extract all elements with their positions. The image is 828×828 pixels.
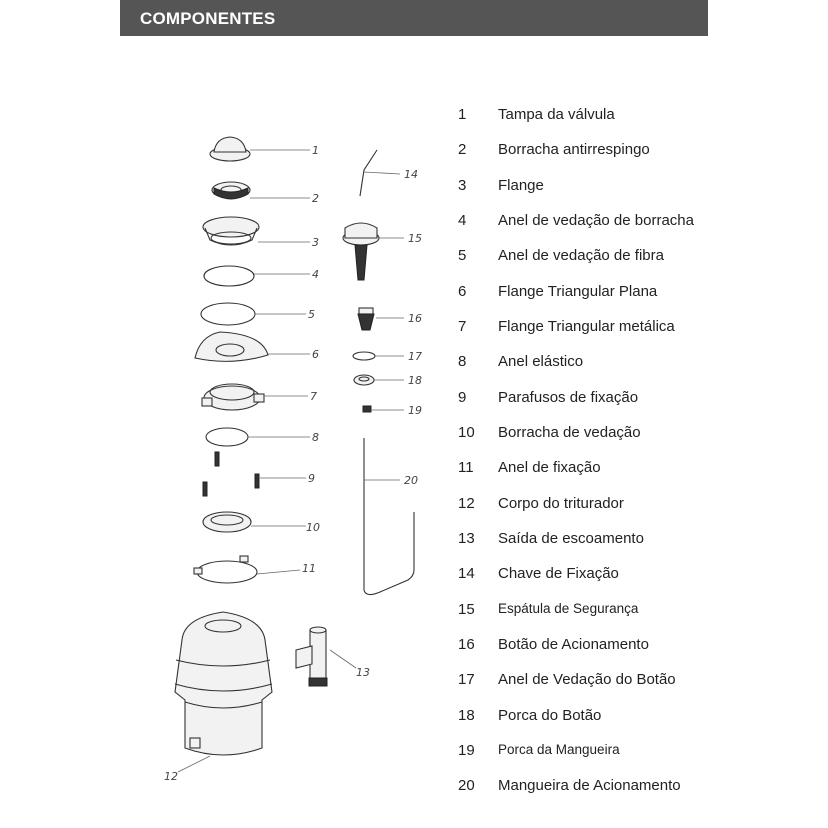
legend-label: Anel de Vedação do Botão <box>498 671 676 688</box>
callout-1: 1 <box>312 144 319 157</box>
legend-number: 9 <box>458 389 467 406</box>
callout-20: 20 <box>404 474 418 487</box>
part-20-hose <box>364 438 414 595</box>
callout-10: 10 <box>306 521 320 534</box>
callout-13: 13 <box>356 666 370 679</box>
legend-number: 7 <box>458 318 467 335</box>
part-7-metal-flange <box>202 384 308 410</box>
legend-number: 10 <box>458 424 475 441</box>
legend-label: Tampa da válvula <box>498 106 615 123</box>
callout-2: 2 <box>312 192 319 205</box>
part-1-valve-cap <box>210 137 310 161</box>
legend-label: Corpo do triturador <box>498 495 624 512</box>
callout-15: 15 <box>408 232 422 245</box>
part-11-fixing-ring <box>194 556 300 583</box>
legend-number: 5 <box>458 247 467 264</box>
part-3-flange <box>203 217 310 245</box>
callout-18: 18 <box>408 374 422 387</box>
legend-label: Anel de vedação de fibra <box>498 247 664 264</box>
part-18-button-nut <box>354 375 404 385</box>
part-19-hose-nut <box>363 406 404 412</box>
legend-number: 13 <box>458 530 475 547</box>
callout-19: 19 <box>408 404 422 417</box>
callout-3: 3 <box>312 236 319 249</box>
legend-number: 6 <box>458 283 467 300</box>
callout-14: 14 <box>404 168 418 181</box>
part-4-rubber-ring <box>204 266 310 286</box>
legend-number: 12 <box>458 495 475 512</box>
legend-label: Borracha antirrespingo <box>498 141 650 158</box>
part-15-safety-spatula <box>343 223 404 280</box>
legend-label: Porca da Mangueira <box>498 742 620 757</box>
legend-label: Anel de vedação de borracha <box>498 212 694 229</box>
legend-label: Anel de fixação <box>498 459 601 476</box>
callout-16: 16 <box>408 312 422 325</box>
legend-number: 17 <box>458 671 475 688</box>
callout-11: 11 <box>302 562 316 575</box>
part-14-wrench <box>360 150 400 196</box>
callout-9: 9 <box>308 472 315 485</box>
callout-7: 7 <box>310 390 317 403</box>
legend-number: 3 <box>458 177 467 194</box>
legend-number: 15 <box>458 601 475 618</box>
legend-label: Flange Triangular metálica <box>498 318 675 335</box>
part-2-splash-guard <box>212 182 310 199</box>
legend-label: Parafusos de fixação <box>498 389 639 406</box>
part-13-drain-outlet <box>296 627 356 686</box>
callout-4: 4 <box>312 268 319 281</box>
legend-number: 19 <box>458 742 475 759</box>
legend-number: 2 <box>458 141 467 158</box>
part-16-button <box>358 308 404 330</box>
section-title: COMPONENTES <box>140 9 276 28</box>
legend-label: Borracha de vedação <box>498 424 641 441</box>
legend-number: 11 <box>458 459 474 476</box>
part-17-button-seal <box>353 352 404 360</box>
legend-label: Espátula de Segurança <box>498 601 639 616</box>
legend-label: Mangueira de Acionamento <box>498 777 681 794</box>
part-10-sealing-rubber <box>203 512 306 532</box>
legend-number: 18 <box>458 707 475 724</box>
legend-label: Chave de Fixação <box>498 565 619 582</box>
part-5-fiber-ring <box>201 303 306 325</box>
part-9-screws <box>203 452 306 496</box>
legend-number: 16 <box>458 636 475 653</box>
part-6-flat-flange <box>195 332 310 361</box>
legend-label: Porca do Botão <box>498 707 602 724</box>
callout-17: 17 <box>408 350 422 363</box>
part-12-grinder-body <box>175 612 272 772</box>
legend-number: 14 <box>458 565 475 582</box>
legend-number: 8 <box>458 353 467 370</box>
callout-6: 6 <box>312 348 319 361</box>
legend-label: Saída de escoamento <box>498 530 644 547</box>
legend-label: Flange Triangular Plana <box>498 283 658 300</box>
legend-number: 20 <box>458 777 475 794</box>
legend-label: Flange <box>498 177 544 194</box>
part-8-snap-ring <box>206 428 310 446</box>
callout-8: 8 <box>312 431 319 444</box>
legend-number: 4 <box>458 212 467 229</box>
legend-label: Anel elástico <box>498 353 584 370</box>
callout-5: 5 <box>308 308 315 321</box>
legend-label: Botão de Acionamento <box>498 636 649 653</box>
legend-number: 1 <box>458 106 467 123</box>
callout-12: 12 <box>164 770 178 783</box>
